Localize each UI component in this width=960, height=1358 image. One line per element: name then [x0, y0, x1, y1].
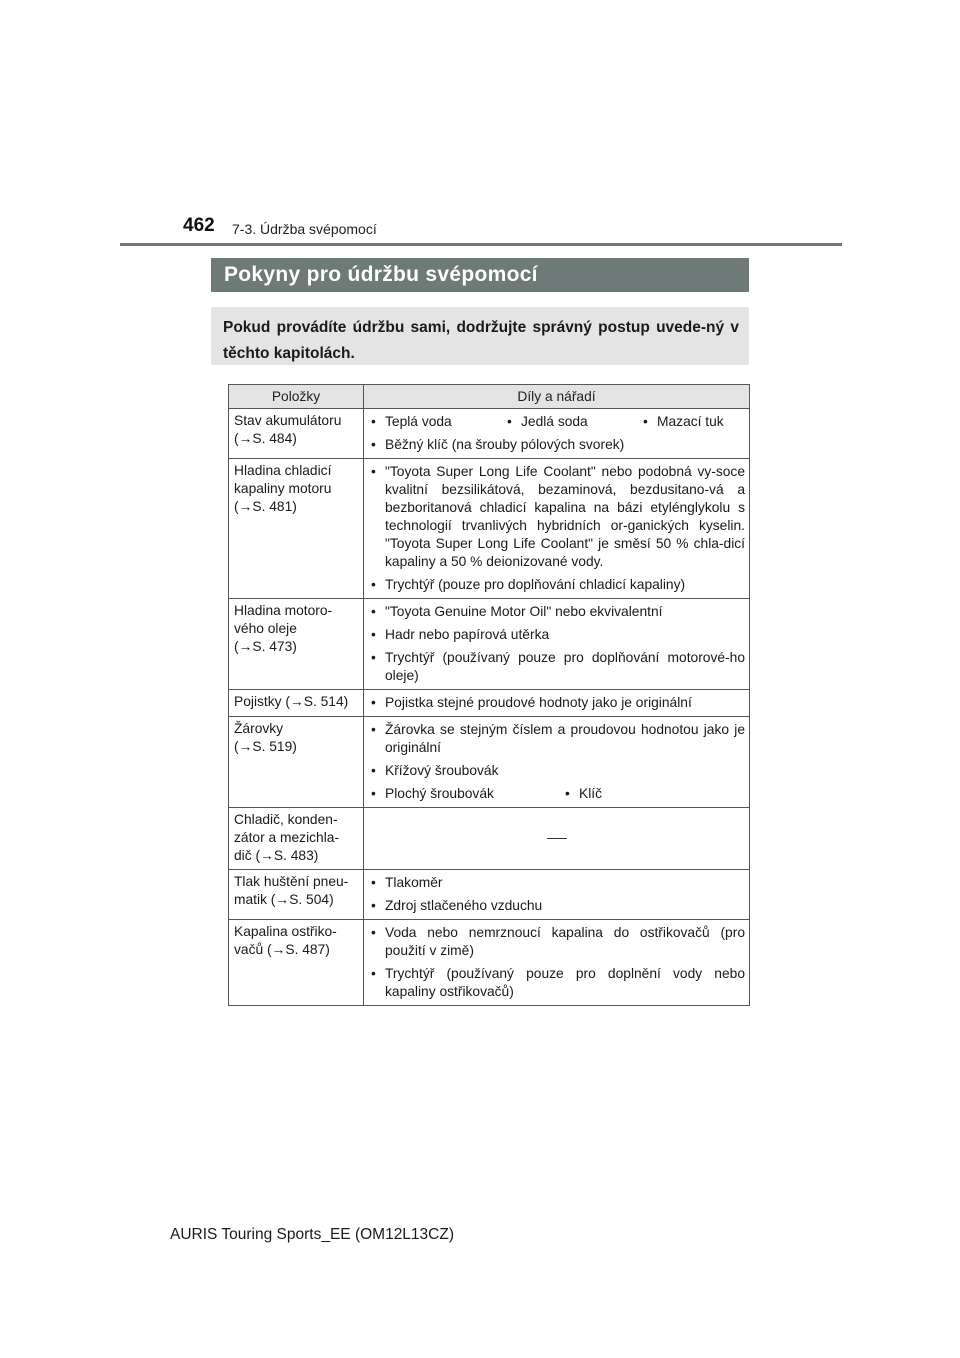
tool-item: • "Toyota Super Long Life Coolant" nebo podobná vy-soce kvalitní bezsilikátová, bezaminová, bezdusitano-vá a bezboritanová chladicí kapalina na bázi etylénglykolu s technologií trvanlivých hybridních or-ganických kyselin. "Toyota Super Long Life Coolant" je směsí 50 % chla-dicí kapaliny a 50 % deionizované vody.	[369, 463, 745, 571]
tool-item: • Jedlá soda	[505, 413, 641, 431]
item-line: Tlak huštění pneu-	[234, 874, 349, 889]
item-line: Hladina motoro-	[234, 603, 333, 618]
column-header-tools: Díly a nářadí	[364, 385, 750, 409]
item-cell	[229, 459, 364, 599]
tool-item: • Trychtýř (používaný pouze pro doplnění vody nebo kapaliny ostřikovačů)	[369, 965, 745, 1001]
tools-cell	[364, 920, 750, 1006]
tool-item: • Tlakoměr	[369, 874, 745, 892]
item-line: zátor a mezichla-	[234, 830, 340, 845]
item-page-ref: vačů (→S. 487)	[234, 942, 330, 957]
table-row	[229, 870, 750, 920]
section-breadcrumb: 7-3. Údržba svépomocí	[232, 221, 377, 237]
item-line: Žárovky	[234, 721, 284, 736]
item-line: Kapalina ostřiko-	[234, 924, 337, 939]
tools-cell	[364, 690, 750, 717]
tool-item: • Křížový šroubovák	[369, 762, 745, 780]
item-cell	[229, 599, 364, 690]
footer-model: AURIS Touring Sports_EE (OM12L13CZ)	[170, 1226, 454, 1243]
tool-item: • Trychtýř (používaný pouze pro doplňování motorové-ho oleje)	[369, 649, 745, 685]
item-cell	[229, 870, 364, 920]
tool-item: • Plochý šroubovák	[369, 785, 563, 803]
item-page-ref: (→S. 473)	[234, 639, 297, 654]
tool-item: • "Toyota Genuine Motor Oil" nebo ekvivalentní	[369, 603, 745, 621]
tool-item: • Voda nebo nemrznoucí kapalina do ostřikovačů (pro použití v zimě)	[369, 924, 745, 960]
item-cell	[229, 808, 364, 870]
tools-cell-empty	[364, 808, 750, 870]
page-title: Pokyny pro údržbu svépomocí	[211, 258, 749, 292]
column-header-items: Položky	[229, 385, 364, 409]
item-page-ref: (→S. 484)	[234, 431, 297, 446]
tool-item: • Pojistka stejné proudové hodnoty jako je originální	[369, 694, 745, 712]
tool-item: • Zdroj stlačeného vzduchu	[369, 897, 745, 915]
table-row	[229, 717, 750, 808]
table-row	[229, 690, 750, 717]
item-page-ref: matik (→S. 504)	[234, 892, 334, 907]
tool-item: • Teplá voda	[369, 413, 505, 431]
em-dash	[547, 838, 567, 839]
item-line: Hladina chladicí	[234, 463, 332, 478]
tool-item: • Běžný klíč (na šrouby pólových svorek)	[369, 436, 745, 454]
item-line: Pojistky (→S. 514)	[234, 694, 349, 709]
item-line: kapaliny motoru	[234, 481, 332, 496]
item-line: Chladič, konden-	[234, 812, 338, 827]
tool-item: • Hadr nebo papírová utěrka	[369, 626, 745, 644]
item-cell	[229, 920, 364, 1006]
item-page-ref: (→S. 519)	[234, 739, 297, 754]
table-row	[229, 808, 750, 870]
item-line: Stav akumulátoru	[234, 413, 342, 428]
tools-cell	[364, 870, 750, 920]
table-header-row	[229, 385, 750, 409]
item-cell	[229, 690, 364, 717]
intro-note: Pokud provádíte údržbu sami, dodržujte správný postup uvede-ný v těchto kapitolách.	[211, 307, 749, 365]
tools-cell	[364, 599, 750, 690]
tool-item: • Trychtýř (pouze pro doplňování chladicí kapaliny)	[369, 576, 745, 594]
item-page-ref: (→S. 481)	[234, 499, 297, 514]
table-row	[229, 599, 750, 690]
item-cell	[229, 717, 364, 808]
maintenance-table	[228, 384, 750, 1006]
item-cell	[229, 409, 364, 459]
page-number: 462	[183, 215, 215, 236]
tools-cell	[364, 409, 750, 459]
tools-cell	[364, 459, 750, 599]
table-row	[229, 920, 750, 1006]
item-line: vého oleje	[234, 621, 297, 636]
item-page-ref: dič (→S. 483)	[234, 848, 319, 863]
tool-item: • Žárovka se stejným číslem a proudovou hodnotou jako je originální	[369, 721, 745, 757]
table-row	[229, 459, 750, 599]
tools-cell	[364, 717, 750, 808]
tool-item: • Klíč	[563, 785, 602, 803]
header-divider	[120, 243, 842, 246]
table-row	[229, 409, 750, 459]
tool-item: • Mazací tuk	[641, 413, 724, 431]
